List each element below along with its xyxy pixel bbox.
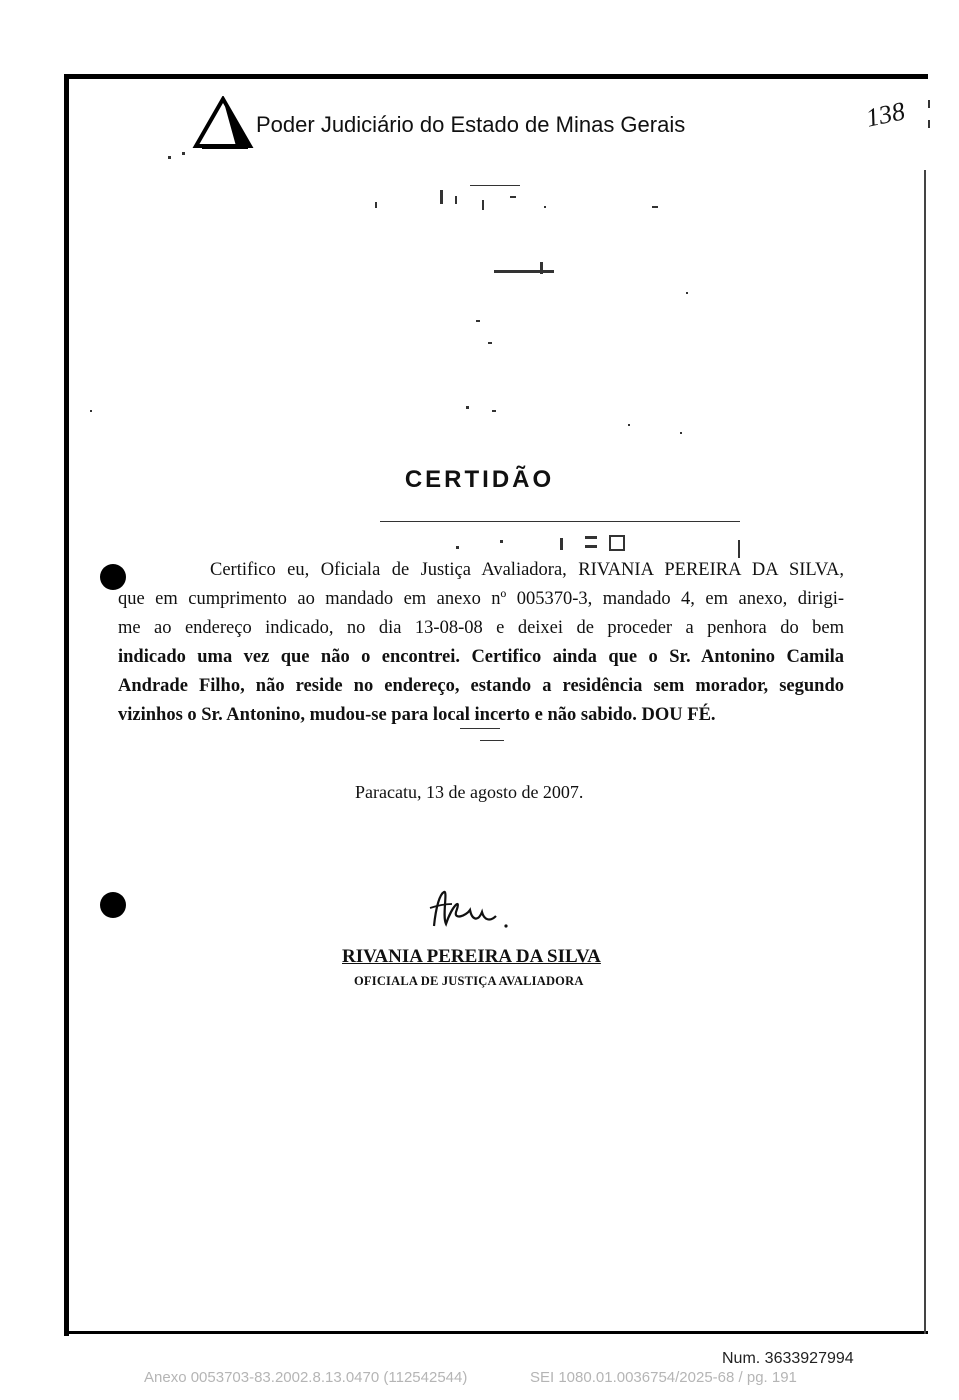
body-line: me ao endereço indicado, no dia 13-08-08 e deixei de proceder a penhora do bem [118,618,844,638]
punch-hole-bottom [100,892,126,918]
triangle-emblem-icon [192,96,254,152]
handwritten-page-number: 138 [863,96,908,133]
date-line: Paracatu, 13 de agosto de 2007. [355,782,584,802]
document-number: Num. 3633927994 [722,1350,854,1367]
signatory-name: RIVANIA PEREIRA DA SILVA [342,946,601,967]
annex-reference: Anexo 0053703-83.2002.8.13.0470 (112542544) [144,1369,468,1386]
body-line: vizinhos o Sr. Antonino, mudou-se para local incerto e não sabido. DOU FÉ. [118,705,716,725]
body-line: indicado uma vez que não o encontrei. Certifico ainda que o Sr. Antonino Camila [118,647,844,667]
body-line: Andrade Filho, não reside no endereço, estando a residência sem morador, segundo [118,676,844,696]
signatory-role: OFICIALA DE JUSTIÇA AVALIADORA [354,974,584,988]
body-line: Certifico eu, Oficiala de Justiça Avaliadora, RIVANIA PEREIRA DA SILVA, [210,560,844,580]
document-title: CERTIDÃO [404,466,555,493]
document-header [192,96,832,156]
sei-reference: SEI 1080.01.0036754/2025-68 / pg. 191 [530,1369,797,1386]
certificate-body [118,556,844,730]
handwritten-signature [426,886,516,936]
institution-name: Poder Judiciário do Estado de Minas Gerais [256,112,686,137]
body-line: que em cumprimento ao mandado em anexo nº 005370-3, mandado 4, em anexo, dirigi- [118,589,844,609]
